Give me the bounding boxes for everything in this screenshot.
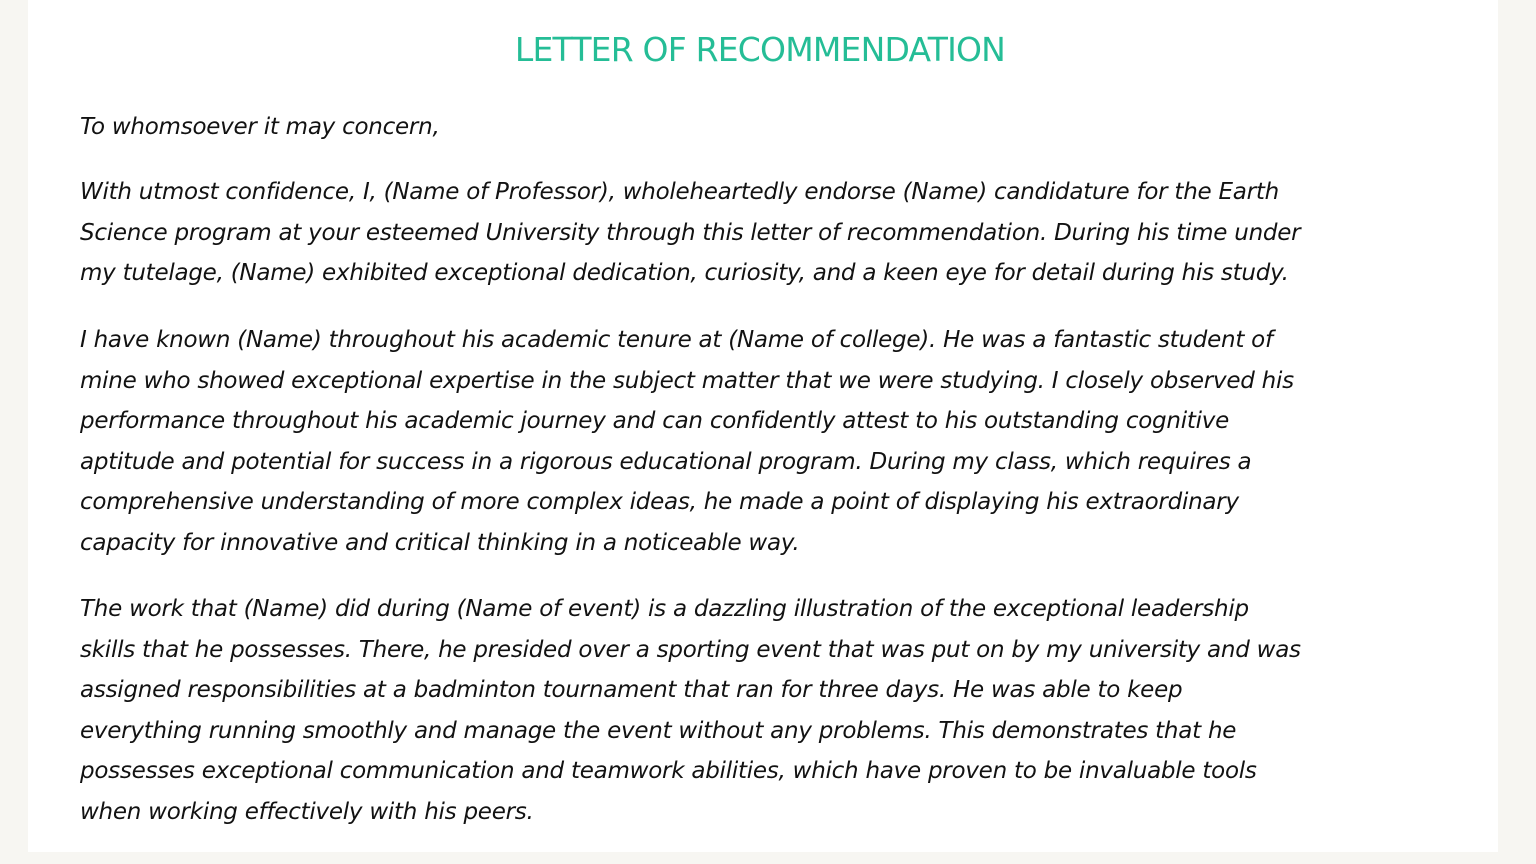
paragraph-endorsement: With utmost confidence, I, (Name of Professor), wholeheartedly endorse (Name) candidature for the Earth Science program at your esteemed University through this letter of recommendation. During his time under my tutelage, (Name) exhibited exceptional dedication, curiosity, and a keen eye for detail during his study. <box>80 179 1301 286</box>
paragraph-academic-performance: I have known (Name) throughout his academic tenure at (Name of college). He was a fantastic student of mine who showed exceptional expertise in the subject matter that we were studying. I closely observed his performance throughout his academic journey and can confidently attest to his outstanding cognitive aptitude and potential for success in a rigorous educational program. During my class, which requires a comprehensive understanding of more complex ideas, he made a point of displaying his extraordinary capacity for innovative and critical thinking in a noticeable way. <box>80 327 1294 556</box>
paragraph-leadership: The work that (Name) did during (Name of event) is a dazzling illustration of the exceptional leadership skills that he possesses. There, he presided over a sporting event that was put on by my university and was assigned responsibilities at a badminton tournament that ran for three days. He was able to keep everything running smoothly and manage the event without any problems. This demonstrates that he possesses exceptional communication and teamwork abilities, which have proven to be invaluable tools when working effectively with his peers. <box>80 596 1301 825</box>
salutation: To whomsoever it may concern, <box>80 114 440 140</box>
letter-title: LETTER OF RECOMMENDATION <box>514 30 1006 69</box>
